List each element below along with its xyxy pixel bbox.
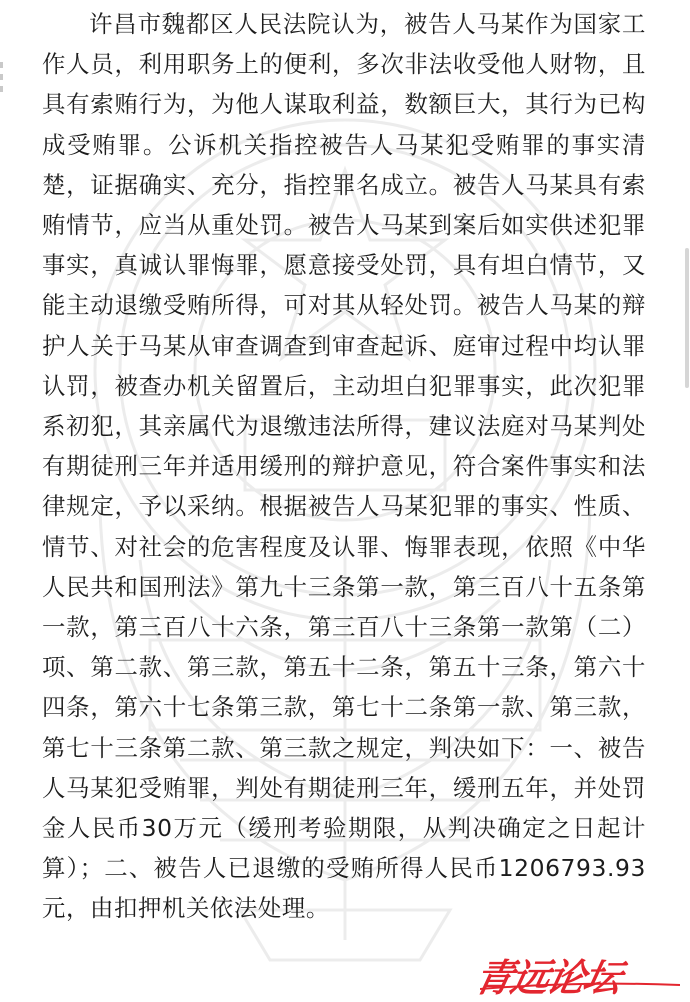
- forum-watermark-logo: [470, 945, 688, 1000]
- scrollbar[interactable]: [684, 0, 690, 998]
- watermark-text: 青远论坛: [470, 956, 624, 1000]
- scrollbar-thumb[interactable]: [685, 248, 689, 388]
- left-edge-marks: [0, 62, 4, 102]
- judgment-paragraph: 许昌市魏都区人民法院认为，被告人马某作为国家工作人员，利用职务上的便利，多次非法收受他人财物，且具有索贿行为，为他人谋取利益，数额巨大，其行为已构成受贿罪。公诉机关指控被告人马某犯受贿罪的事实清楚，证据确实、充分，指控罪名成立。被告人马某具有索贿情节，应当从重处罚。被告人马某到案后如实供述犯罪事实，真诚认罪悔罪，愿意接受处罚，具有坦白情节，又能主动退缴受贿所得，可对其从轻处罚。被告人马某的辩护人关于马某从审查调查到审查起诉、庭审过程中均认罪认罚，被查办机关留置后，主动坦白犯罪事实，此次犯罪系初犯，其亲属代为退缴违法所得，建议法庭对马某判处有期徒刑三年并适用缓刑的辩护意见，符合案件事实和法律规定，予以采纳。根据被告人马某犯罪的事实、性质、情节、对社会的危害程度及认罪、悔罪表现，依照《中华人民共和国刑法》第九十三条第一款，第三百八十五条第一款，第三百八十六条，第三百八十三条第一款第（二）项、第二款、第三款，第五十二条，第五十三条，第六十四条，第六十七条第三款，第七十二条第一款、第三款，第七十三条第二款、第三款之规定，判决如下：一、被告人马某犯受贿罪，判处有期徒刑三年，缓刑五年，并处罚金人民币30万元（缓刑考验期限，从判决确定之日起计算）；二、被告人已退缴的受贿所得人民币1206793.93元，由扣押机关依法处理。: [42, 10, 646, 923]
- watermark-swoosh-icon: [480, 981, 680, 991]
